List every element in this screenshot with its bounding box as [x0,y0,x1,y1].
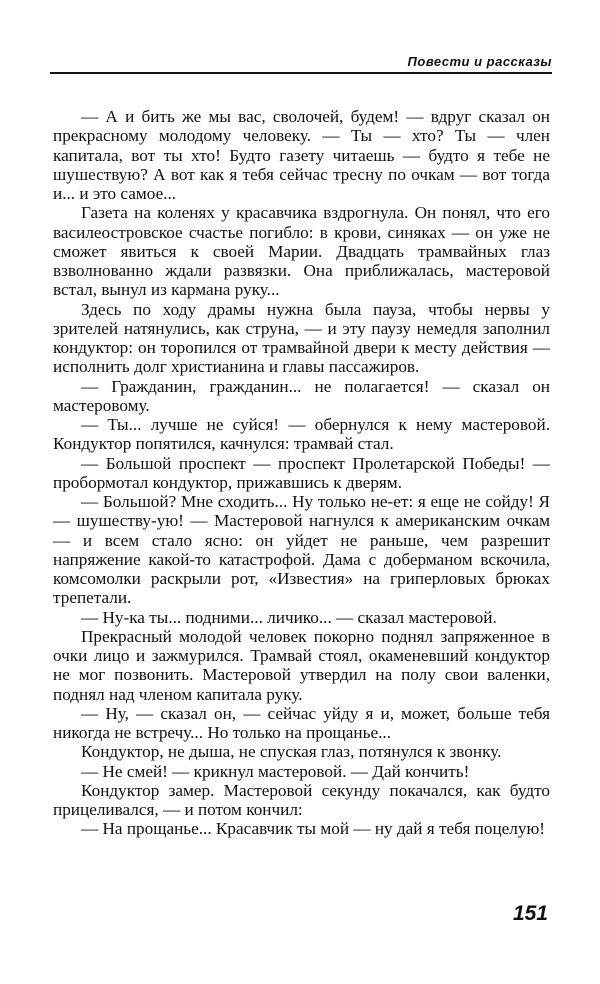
paragraph: — А и бить же мы вас, сволочей, будем! — вдруг сказал он прекрасному молодому человеку. — Ты — хто? Ты — член капитала, вот ты хто! Будто газету читаешь — будто я тебе не шушествую? А вот как я тебя сейчас тресну по очкам — вот тогда и... и это самое... [53,107,550,203]
page-number: 151 [512,902,548,925]
paragraph: — Большой проспект — проспект Пролетарской Победы! — пробормотал кондуктор, прижавшись к дверям. [53,453,550,492]
paragraph: — Большой? Мне сходить... Ну только не-ет: я еще не сойду! Я — шушеству-ую! — Мастеровой нагнулся к американским очкам — и всем стало ясно: он уйдет не раньше, чем разрешит напряжение какой-то катастрофой. Дама с доберманом вскочила, комсомолки раскрыли рот, «Известия» на гриперловых брюках трепетали. [53,492,550,608]
paragraph: — Ну-ка ты... подними... личико... — сказал мастеровой. [81,607,497,627]
paragraph: Здесь по ходу драмы нужна была пауза, чтобы нервы у зрителей натянулись, как струна, — и эту паузу немедля заполнил кондуктор: он торопился от трамвайной двери к месту действия — исполнить долг христианина и главы пассажиров. [53,299,550,377]
paragraph: — Ну, — сказал он, — сейчас уйду я и, может, больше тебя никогда не встречу... Но только на прощанье... [53,703,550,742]
running-head [50,50,552,74]
paragraph: Прекрасный молодой человек покорно поднял запряженное в очки лицо и зажмурился. Трамвай стоял, окаменевший кондуктор не мог позвонить. Мастеровой утвердил на полу свои валенки, поднял над членом капитала руку. [53,626,550,704]
running-title: Повести и рассказы [407,54,552,69]
paragraph: — Ты... лучше не суйся! — обернулся к нему мастеровой. Кондуктор попятился, качнулся: трамвай стал. [53,415,550,454]
paragraph: Газета на коленях у красавчика вздрогнула. Он понял, что его василеостровское счастье погибло: в крови, синяках — он уже не сможет явиться к своей Марии. Двадцать трамвайных глаз взволнованно ждали развязки. Она приближалась, мастеровой встал, вынул из кармана руку... [53,203,550,300]
paragraph: — На прощанье... Красавчик ты мой — ну дай я тебя поцелую! [81,819,546,839]
paragraph: Кондуктор, не дыша, не спуская глаз, потянулся к звонку. [81,742,502,762]
paragraph: Кондуктор замер. Мастеровой секунду покачался, как будто прицеливался, — и потом кончил: [53,780,550,819]
paragraph: — Гражданин, гражданин... не полагается! — сказал он мастеровому. [53,376,550,415]
paragraph: — Не смей! — крикнул мастеровой. — Дай кончить! [81,761,470,781]
body-text [53,107,550,839]
